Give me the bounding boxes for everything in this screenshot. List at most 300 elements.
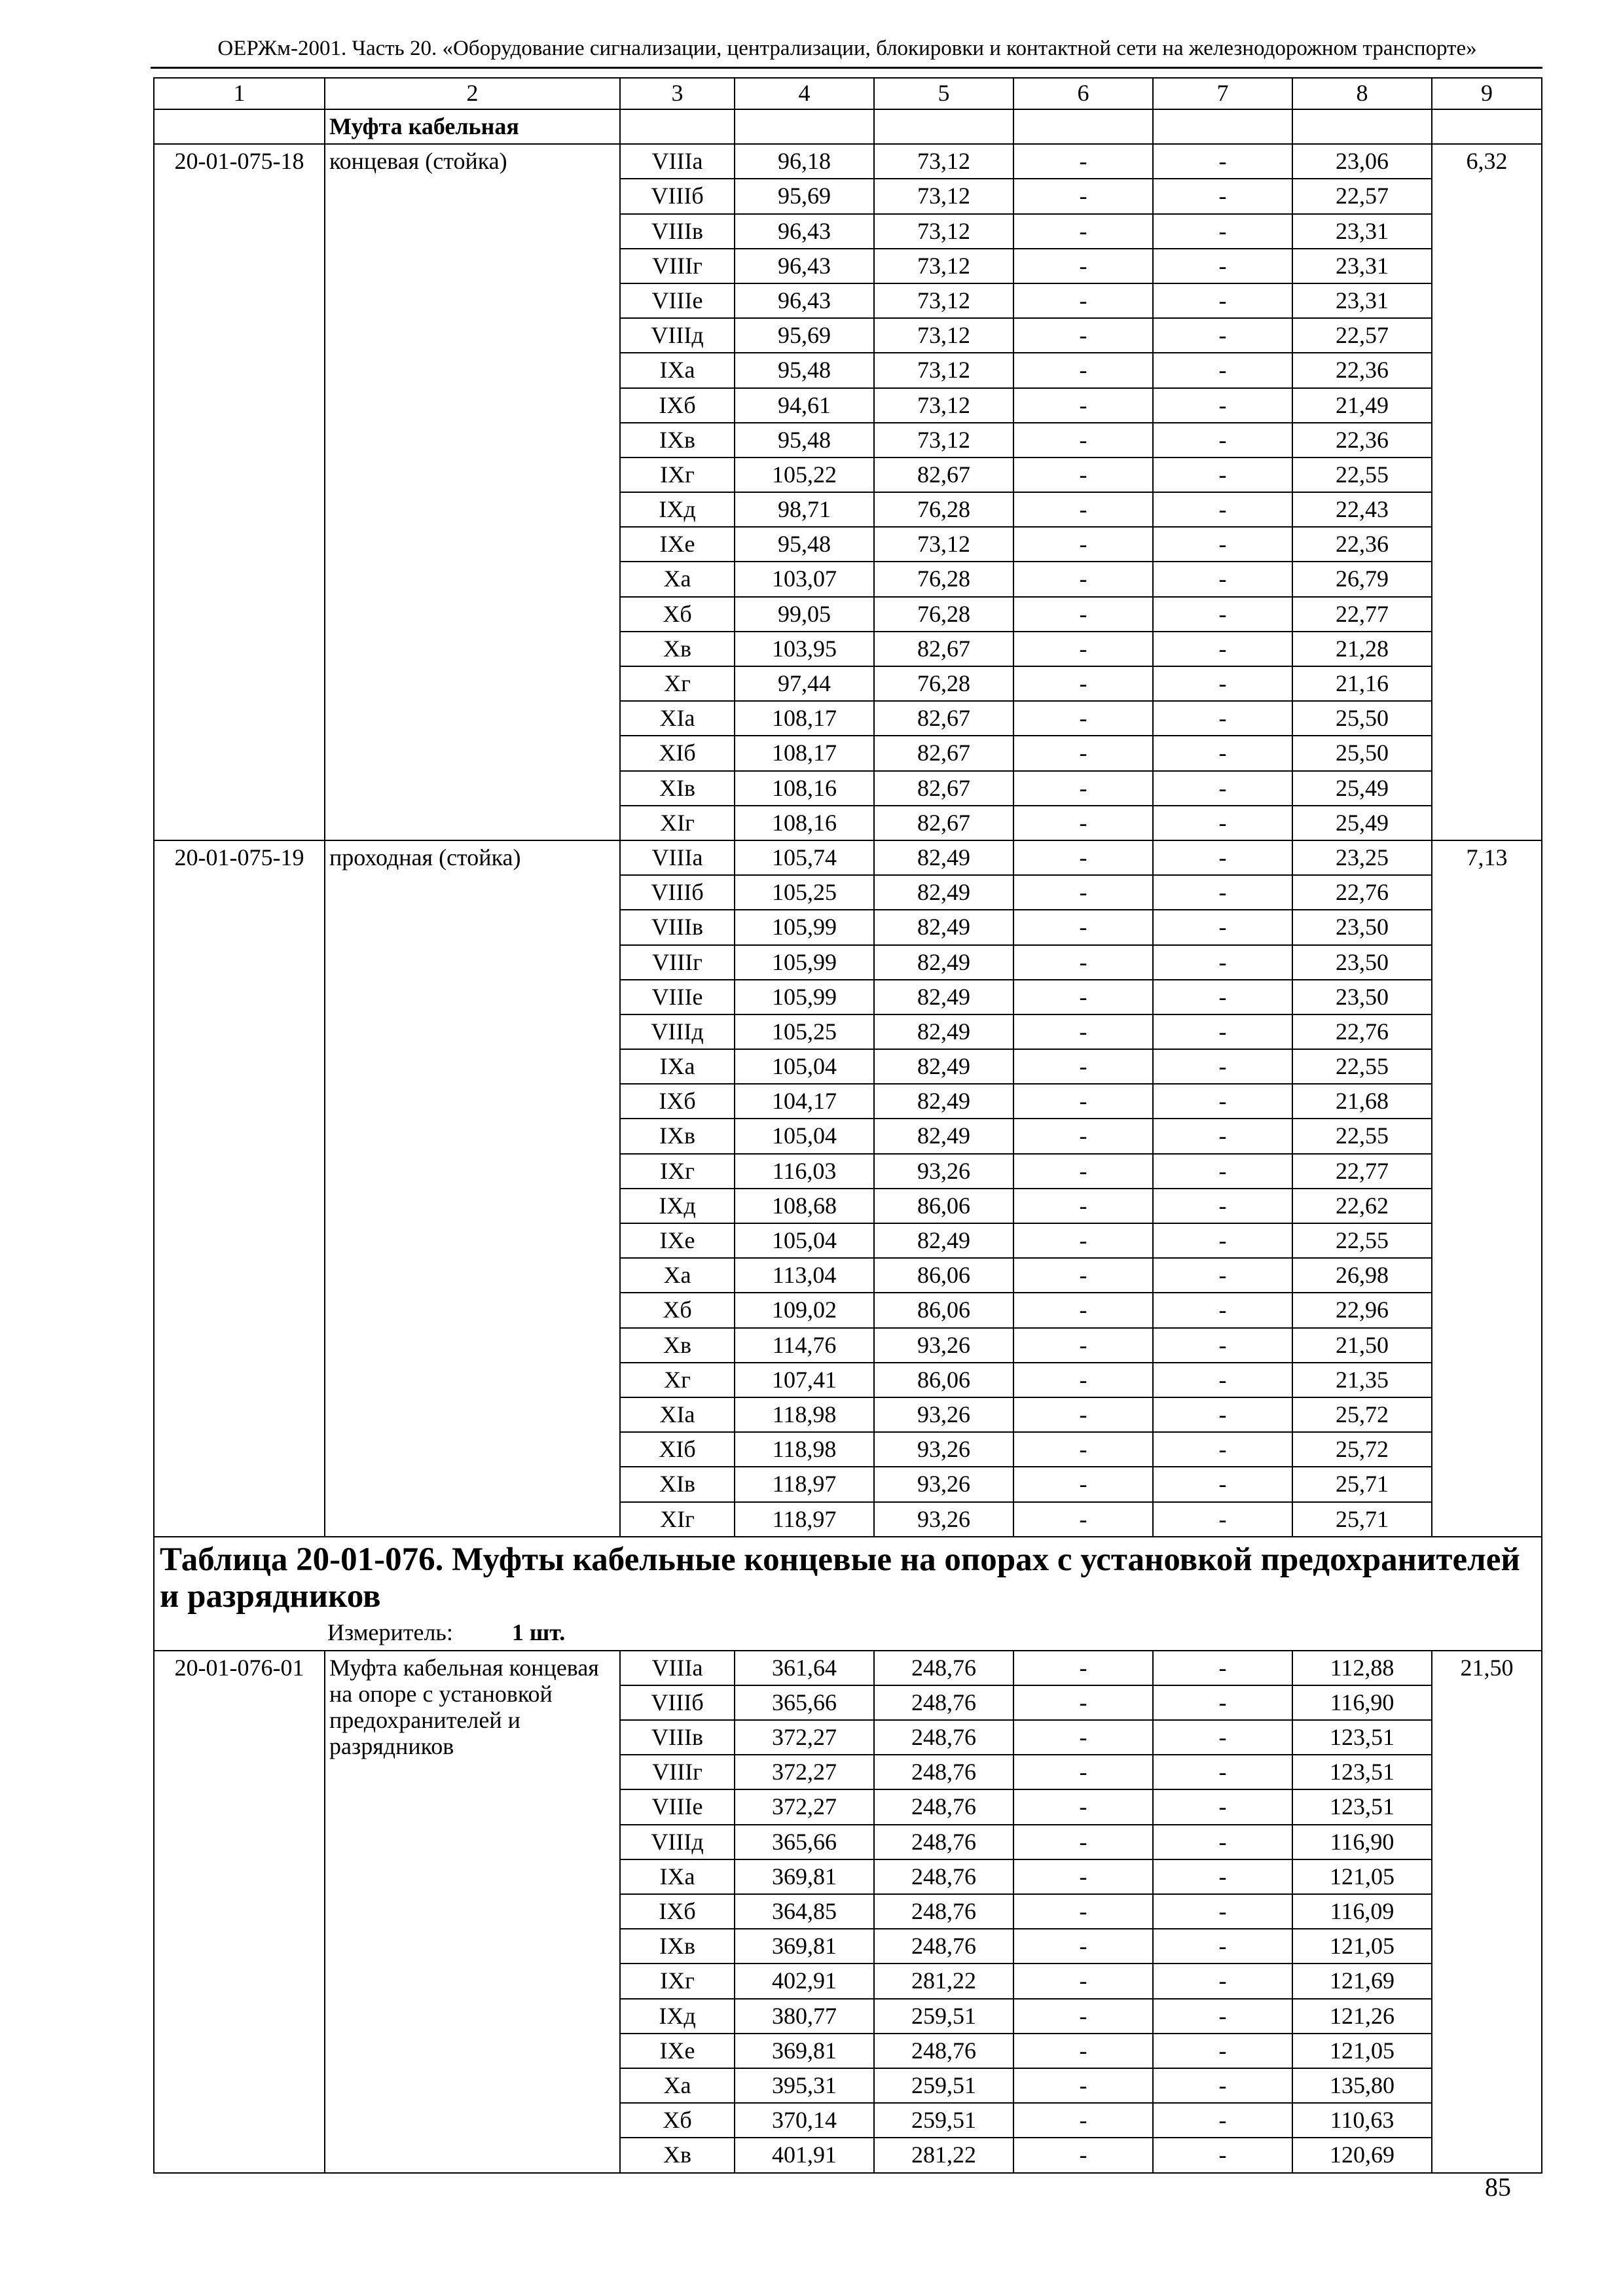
- materials-cell: 121,05: [1292, 2034, 1432, 2068]
- driver-wage-cell: -: [1153, 1397, 1292, 1432]
- materials-cell: 121,05: [1292, 1929, 1432, 1964]
- total-cost-cell: 107,41: [735, 1363, 874, 1397]
- driver-wage-cell: -: [1153, 1154, 1292, 1189]
- total-cost-cell: 105,99: [735, 945, 874, 980]
- machine-cell: -: [1013, 2068, 1153, 2103]
- machine-cell: -: [1013, 1223, 1153, 1258]
- total-cost-cell: 95,48: [735, 423, 874, 457]
- machine-cell: -: [1013, 1859, 1153, 1894]
- zone-cell: VIIIа: [620, 144, 735, 179]
- materials-cell: 22,36: [1292, 527, 1432, 562]
- total-cost-cell: 380,77: [735, 1999, 874, 2034]
- machine-cell: -: [1013, 457, 1153, 492]
- rate-code: 20-01-076-01: [154, 1651, 325, 2173]
- zone-cell: XIб: [620, 736, 735, 770]
- wage-cell: 76,28: [874, 492, 1013, 527]
- machine-cell: -: [1013, 736, 1153, 770]
- zone-cell: Xг: [620, 1363, 735, 1397]
- zone-cell: IXб: [620, 1894, 735, 1929]
- zone-cell: XIа: [620, 1397, 735, 1432]
- wage-cell: 248,76: [874, 1755, 1013, 1789]
- machine-cell: -: [1013, 562, 1153, 596]
- column-number-9: 9: [1432, 78, 1542, 109]
- materials-cell: 23,31: [1292, 283, 1432, 318]
- materials-cell: 135,80: [1292, 2068, 1432, 2103]
- wage-cell: 248,76: [874, 1929, 1013, 1964]
- wage-cell: 259,51: [874, 2103, 1013, 2138]
- machine-cell: -: [1013, 492, 1153, 527]
- table-title-row: [154, 1537, 1542, 1651]
- column-number-1: 1: [154, 78, 325, 109]
- total-cost-cell: 103,95: [735, 632, 874, 666]
- driver-wage-cell: -: [1153, 597, 1292, 632]
- column-number-8: 8: [1292, 78, 1432, 109]
- total-cost-cell: 369,81: [735, 2034, 874, 2068]
- machine-cell: -: [1013, 179, 1153, 213]
- materials-cell: 22,55: [1292, 457, 1432, 492]
- table-row: [154, 144, 1542, 179]
- driver-wage-cell: -: [1153, 562, 1292, 596]
- running-header: ОЕРЖм-2001. Часть 20. «Оборудование сигнализации, централизации, блокировки и контактной сети на железнодорожном транспорте»: [217, 37, 1477, 60]
- zone-cell: IXе: [620, 1223, 735, 1258]
- zone-cell: XIг: [620, 1502, 735, 1537]
- zone-cell: Xв: [620, 632, 735, 666]
- materials-cell: 22,55: [1292, 1119, 1432, 1153]
- rate-name: проходная (стойка): [329, 844, 521, 870]
- column-number-3: 3: [620, 78, 735, 109]
- materials-cell: 21,16: [1292, 666, 1432, 701]
- meter-line: [160, 1617, 1536, 1647]
- driver-wage-cell: -: [1153, 771, 1292, 806]
- zone-cell: VIIIе: [620, 1789, 735, 1824]
- driver-wage-cell: -: [1153, 457, 1292, 492]
- materials-cell: 25,50: [1292, 736, 1432, 770]
- total-cost-cell: 364,85: [735, 1894, 874, 1929]
- machine-cell: -: [1013, 1789, 1153, 1824]
- driver-wage-cell: -: [1153, 1999, 1292, 2034]
- machine-cell: -: [1013, 2138, 1153, 2172]
- materials-cell: 112,88: [1292, 1651, 1432, 1685]
- zone-cell: IXе: [620, 2034, 735, 2068]
- driver-wage-cell: -: [1153, 144, 1292, 179]
- column-number-2: 2: [325, 78, 620, 109]
- machine-cell: -: [1013, 1999, 1153, 2034]
- total-cost-cell: 103,07: [735, 562, 874, 596]
- rate-code: 20-01-075-19: [154, 840, 325, 1537]
- driver-wage-cell: -: [1153, 214, 1292, 249]
- machine-cell: -: [1013, 1502, 1153, 1537]
- materials-cell: 116,09: [1292, 1894, 1432, 1929]
- materials-cell: 22,77: [1292, 597, 1432, 632]
- zone-cell: VIIIв: [620, 910, 735, 944]
- machine-cell: -: [1013, 980, 1153, 1014]
- total-cost-cell: 369,81: [735, 1859, 874, 1894]
- machine-cell: -: [1013, 1720, 1153, 1755]
- wage-cell: 73,12: [874, 283, 1013, 318]
- total-cost-cell: 108,16: [735, 806, 874, 840]
- zone-cell: XIв: [620, 1467, 735, 1501]
- zone-cell: VIIIа: [620, 1651, 735, 1685]
- zone-cell: XIа: [620, 701, 735, 736]
- total-cost-cell: 365,66: [735, 1825, 874, 1859]
- driver-wage-cell: -: [1153, 1467, 1292, 1501]
- zone-cell: IXг: [620, 457, 735, 492]
- total-cost-cell: 395,31: [735, 2068, 874, 2103]
- total-cost-cell: 104,17: [735, 1084, 874, 1119]
- table-row: [154, 840, 1542, 875]
- total-cost-cell: 114,76: [735, 1328, 874, 1363]
- machine-cell: -: [1013, 1929, 1153, 1964]
- driver-wage-cell: -: [1153, 1084, 1292, 1119]
- wage-cell: 93,26: [874, 1397, 1013, 1432]
- materials-cell: 25,50: [1292, 701, 1432, 736]
- driver-wage-cell: -: [1153, 701, 1292, 736]
- machine-cell: -: [1013, 1189, 1153, 1223]
- wage-cell: 76,28: [874, 562, 1013, 596]
- machine-cell: -: [1013, 875, 1153, 910]
- zone-cell: IXв: [620, 423, 735, 457]
- rates-table: [153, 77, 1542, 2174]
- machine-cell: -: [1013, 945, 1153, 980]
- driver-wage-cell: -: [1153, 875, 1292, 910]
- machine-cell: -: [1013, 1964, 1153, 1998]
- zone-cell: IXб: [620, 388, 735, 423]
- materials-cell: 121,69: [1292, 1964, 1432, 1998]
- driver-wage-cell: -: [1153, 1894, 1292, 1929]
- driver-wage-cell: -: [1153, 1502, 1292, 1537]
- zone-cell: VIIIе: [620, 283, 735, 318]
- wage-cell: 86,06: [874, 1363, 1013, 1397]
- total-cost-cell: 105,04: [735, 1223, 874, 1258]
- wage-cell: 82,67: [874, 701, 1013, 736]
- total-cost-cell: 99,05: [735, 597, 874, 632]
- driver-wage-cell: -: [1153, 1859, 1292, 1894]
- machine-cell: -: [1013, 249, 1153, 283]
- zone-cell: IXв: [620, 1119, 735, 1153]
- zone-cell: IXб: [620, 1084, 735, 1119]
- materials-cell: 26,79: [1292, 562, 1432, 596]
- zone-cell: Xа: [620, 1258, 735, 1293]
- driver-wage-cell: -: [1153, 318, 1292, 353]
- wage-cell: 259,51: [874, 1999, 1013, 2034]
- zone-cell: IXд: [620, 492, 735, 527]
- machine-cell: -: [1013, 806, 1153, 840]
- materials-cell: 21,49: [1292, 388, 1432, 423]
- driver-wage-cell: -: [1153, 423, 1292, 457]
- driver-wage-cell: -: [1153, 1929, 1292, 1964]
- zone-cell: IXв: [620, 1929, 735, 1964]
- wage-cell: 82,49: [874, 1223, 1013, 1258]
- total-cost-cell: 365,66: [735, 1685, 874, 1720]
- total-cost-cell: 109,02: [735, 1293, 874, 1327]
- driver-wage-cell: -: [1153, 1189, 1292, 1223]
- zone-cell: VIIIб: [620, 1685, 735, 1720]
- machine-cell: -: [1013, 2034, 1153, 2068]
- wage-cell: 73,12: [874, 249, 1013, 283]
- zone-cell: IXа: [620, 353, 735, 387]
- machine-cell: -: [1013, 1119, 1153, 1153]
- machine-cell: -: [1013, 388, 1153, 423]
- zone-cell: VIIIг: [620, 249, 735, 283]
- wage-cell: 93,26: [874, 1154, 1013, 1189]
- wage-cell: 93,26: [874, 1328, 1013, 1363]
- machine-cell: -: [1013, 1755, 1153, 1789]
- total-cost-cell: 95,48: [735, 353, 874, 387]
- wage-cell: 82,49: [874, 910, 1013, 944]
- wage-cell: 248,76: [874, 1789, 1013, 1824]
- labor-cost-cell: 21,50: [1432, 1651, 1542, 2173]
- materials-cell: 23,31: [1292, 214, 1432, 249]
- wage-cell: 259,51: [874, 2068, 1013, 2103]
- materials-cell: 121,05: [1292, 1859, 1432, 1894]
- total-cost-cell: 96,43: [735, 214, 874, 249]
- materials-cell: 120,69: [1292, 2138, 1432, 2172]
- zone-cell: IXг: [620, 1964, 735, 1998]
- zone-cell: VIIIд: [620, 1014, 735, 1049]
- materials-cell: 23,25: [1292, 840, 1432, 875]
- total-cost-cell: 361,64: [735, 1651, 874, 1685]
- materials-cell: 22,76: [1292, 1014, 1432, 1049]
- wage-cell: 73,12: [874, 423, 1013, 457]
- zone-cell: IXе: [620, 527, 735, 562]
- driver-wage-cell: -: [1153, 388, 1292, 423]
- machine-cell: -: [1013, 597, 1153, 632]
- materials-cell: 25,72: [1292, 1432, 1432, 1467]
- driver-wage-cell: -: [1153, 2138, 1292, 2172]
- materials-cell: 23,06: [1292, 144, 1432, 179]
- zone-cell: Xа: [620, 2068, 735, 2103]
- driver-wage-cell: -: [1153, 1328, 1292, 1363]
- wage-cell: 248,76: [874, 1825, 1013, 1859]
- materials-cell: 25,49: [1292, 806, 1432, 840]
- meter-label: Измеритель:: [327, 1619, 453, 1645]
- materials-cell: 123,51: [1292, 1789, 1432, 1824]
- total-cost-cell: 105,25: [735, 875, 874, 910]
- driver-wage-cell: -: [1153, 1651, 1292, 1685]
- materials-cell: 21,50: [1292, 1328, 1432, 1363]
- total-cost-cell: 369,81: [735, 1929, 874, 1964]
- materials-cell: 25,49: [1292, 771, 1432, 806]
- materials-cell: 23,50: [1292, 945, 1432, 980]
- zone-cell: VIIIд: [620, 318, 735, 353]
- machine-cell: -: [1013, 1014, 1153, 1049]
- rate-name: Муфта кабельная концевая на опоре с установкой предохранителей и разрядников: [329, 1654, 599, 1759]
- materials-cell: 22,55: [1292, 1223, 1432, 1258]
- zone-cell: Xв: [620, 2138, 735, 2172]
- driver-wage-cell: -: [1153, 1293, 1292, 1327]
- machine-cell: -: [1013, 666, 1153, 701]
- section-title-row: [154, 109, 1542, 144]
- total-cost-cell: 118,98: [735, 1432, 874, 1467]
- zone-cell: VIIIв: [620, 1720, 735, 1755]
- zone-cell: VIIIг: [620, 945, 735, 980]
- total-cost-cell: 95,69: [735, 318, 874, 353]
- wage-cell: 82,49: [874, 1049, 1013, 1084]
- wage-cell: 281,22: [874, 1964, 1013, 1998]
- machine-cell: -: [1013, 423, 1153, 457]
- zone-cell: VIIIе: [620, 980, 735, 1014]
- total-cost-cell: 118,97: [735, 1467, 874, 1501]
- total-cost-cell: 370,14: [735, 2103, 874, 2138]
- total-cost-cell: 372,27: [735, 1755, 874, 1789]
- wage-cell: 248,76: [874, 1685, 1013, 1720]
- wage-cell: 93,26: [874, 1502, 1013, 1537]
- driver-wage-cell: -: [1153, 1685, 1292, 1720]
- machine-cell: -: [1013, 1432, 1153, 1467]
- column-number-7: 7: [1153, 78, 1292, 109]
- wage-cell: 82,49: [874, 1119, 1013, 1153]
- wage-cell: 73,12: [874, 214, 1013, 249]
- machine-cell: -: [1013, 2103, 1153, 2138]
- machine-cell: -: [1013, 701, 1153, 736]
- wage-cell: 73,12: [874, 318, 1013, 353]
- driver-wage-cell: -: [1153, 179, 1292, 213]
- total-cost-cell: 118,98: [735, 1397, 874, 1432]
- wage-cell: 86,06: [874, 1293, 1013, 1327]
- labor-cost-cell: 6,32: [1432, 144, 1542, 840]
- machine-cell: -: [1013, 1328, 1153, 1363]
- zone-cell: XIг: [620, 806, 735, 840]
- driver-wage-cell: -: [1153, 1119, 1292, 1153]
- table-title: Таблица 20-01-076. Муфты кабельные концевые на опорах с установкой предохранителей и разрядников: [160, 1541, 1520, 1615]
- page-number: 85: [1485, 2172, 1511, 2202]
- zone-cell: VIIIв: [620, 214, 735, 249]
- wage-cell: 93,26: [874, 1467, 1013, 1501]
- machine-cell: -: [1013, 1084, 1153, 1119]
- zone-cell: Xб: [620, 1293, 735, 1327]
- zone-cell: Xг: [620, 666, 735, 701]
- zone-cell: VIIIа: [620, 840, 735, 875]
- column-numbers-header: [154, 78, 1542, 109]
- materials-cell: 22,76: [1292, 875, 1432, 910]
- total-cost-cell: 108,68: [735, 1189, 874, 1223]
- wage-cell: 82,67: [874, 736, 1013, 770]
- total-cost-cell: 118,97: [735, 1502, 874, 1537]
- materials-cell: 25,71: [1292, 1502, 1432, 1537]
- driver-wage-cell: -: [1153, 1258, 1292, 1293]
- total-cost-cell: 113,04: [735, 1258, 874, 1293]
- section-title: Муфта кабельная: [325, 109, 620, 144]
- driver-wage-cell: -: [1153, 527, 1292, 562]
- driver-wage-cell: -: [1153, 1720, 1292, 1755]
- zone-cell: Xа: [620, 562, 735, 596]
- materials-cell: 22,36: [1292, 423, 1432, 457]
- zone-cell: Xб: [620, 2103, 735, 2138]
- rate-code: 20-01-075-18: [154, 144, 325, 840]
- wage-cell: 248,76: [874, 1894, 1013, 1929]
- wage-cell: 82,49: [874, 945, 1013, 980]
- materials-cell: 21,28: [1292, 632, 1432, 666]
- zone-cell: VIIIд: [620, 1825, 735, 1859]
- driver-wage-cell: -: [1153, 1964, 1292, 1998]
- materials-cell: 116,90: [1292, 1825, 1432, 1859]
- total-cost-cell: 95,48: [735, 527, 874, 562]
- machine-cell: -: [1013, 1894, 1153, 1929]
- total-cost-cell: 372,27: [735, 1720, 874, 1755]
- wage-cell: 73,12: [874, 527, 1013, 562]
- driver-wage-cell: -: [1153, 945, 1292, 980]
- materials-cell: 25,72: [1292, 1397, 1432, 1432]
- machine-cell: -: [1013, 840, 1153, 875]
- driver-wage-cell: -: [1153, 1049, 1292, 1084]
- driver-wage-cell: -: [1153, 806, 1292, 840]
- meter-value: 1 шт.: [511, 1619, 566, 1645]
- zone-cell: Xб: [620, 597, 735, 632]
- machine-cell: -: [1013, 1154, 1153, 1189]
- machine-cell: -: [1013, 771, 1153, 806]
- table-row: [154, 1651, 1542, 1685]
- total-cost-cell: 97,44: [735, 666, 874, 701]
- machine-cell: -: [1013, 353, 1153, 387]
- total-cost-cell: 95,69: [735, 179, 874, 213]
- wage-cell: 82,67: [874, 771, 1013, 806]
- driver-wage-cell: -: [1153, 283, 1292, 318]
- machine-cell: -: [1013, 318, 1153, 353]
- rate-name-cell: [325, 1651, 620, 2173]
- wage-cell: 248,76: [874, 1651, 1013, 1685]
- driver-wage-cell: -: [1153, 980, 1292, 1014]
- total-cost-cell: 105,99: [735, 910, 874, 944]
- total-cost-cell: 96,43: [735, 249, 874, 283]
- wage-cell: 248,76: [874, 1859, 1013, 1894]
- driver-wage-cell: -: [1153, 249, 1292, 283]
- wage-cell: 82,67: [874, 632, 1013, 666]
- zone-cell: IXд: [620, 1189, 735, 1223]
- driver-wage-cell: -: [1153, 2068, 1292, 2103]
- machine-cell: -: [1013, 1258, 1153, 1293]
- materials-cell: 22,57: [1292, 179, 1432, 213]
- zone-cell: VIIIб: [620, 179, 735, 213]
- wage-cell: 73,12: [874, 353, 1013, 387]
- zone-cell: VIIIб: [620, 875, 735, 910]
- rate-name-cell: [325, 144, 620, 840]
- materials-cell: 21,35: [1292, 1363, 1432, 1397]
- total-cost-cell: 116,03: [735, 1154, 874, 1189]
- machine-cell: -: [1013, 1397, 1153, 1432]
- machine-cell: -: [1013, 527, 1153, 562]
- driver-wage-cell: -: [1153, 492, 1292, 527]
- materials-cell: 22,62: [1292, 1189, 1432, 1223]
- materials-cell: 121,26: [1292, 1999, 1432, 2034]
- total-cost-cell: 96,43: [735, 283, 874, 318]
- wage-cell: 82,67: [874, 806, 1013, 840]
- materials-cell: 22,43: [1292, 492, 1432, 527]
- machine-cell: -: [1013, 1685, 1153, 1720]
- zone-cell: XIб: [620, 1432, 735, 1467]
- wage-cell: 93,26: [874, 1432, 1013, 1467]
- wage-cell: 73,12: [874, 144, 1013, 179]
- materials-cell: 22,96: [1292, 1293, 1432, 1327]
- column-number-6: 6: [1013, 78, 1153, 109]
- wage-cell: 82,67: [874, 457, 1013, 492]
- total-cost-cell: 105,04: [735, 1049, 874, 1084]
- zone-cell: IXг: [620, 1154, 735, 1189]
- wage-cell: 248,76: [874, 2034, 1013, 2068]
- driver-wage-cell: -: [1153, 2103, 1292, 2138]
- driver-wage-cell: -: [1153, 840, 1292, 875]
- materials-cell: 26,98: [1292, 1258, 1432, 1293]
- total-cost-cell: 94,61: [735, 388, 874, 423]
- materials-cell: 22,77: [1292, 1154, 1432, 1189]
- machine-cell: -: [1013, 910, 1153, 944]
- total-cost-cell: 108,16: [735, 771, 874, 806]
- wage-cell: 281,22: [874, 2138, 1013, 2172]
- machine-cell: -: [1013, 1651, 1153, 1685]
- wage-cell: 82,49: [874, 1084, 1013, 1119]
- total-cost-cell: 96,18: [735, 144, 874, 179]
- total-cost-cell: 105,99: [735, 980, 874, 1014]
- driver-wage-cell: -: [1153, 1755, 1292, 1789]
